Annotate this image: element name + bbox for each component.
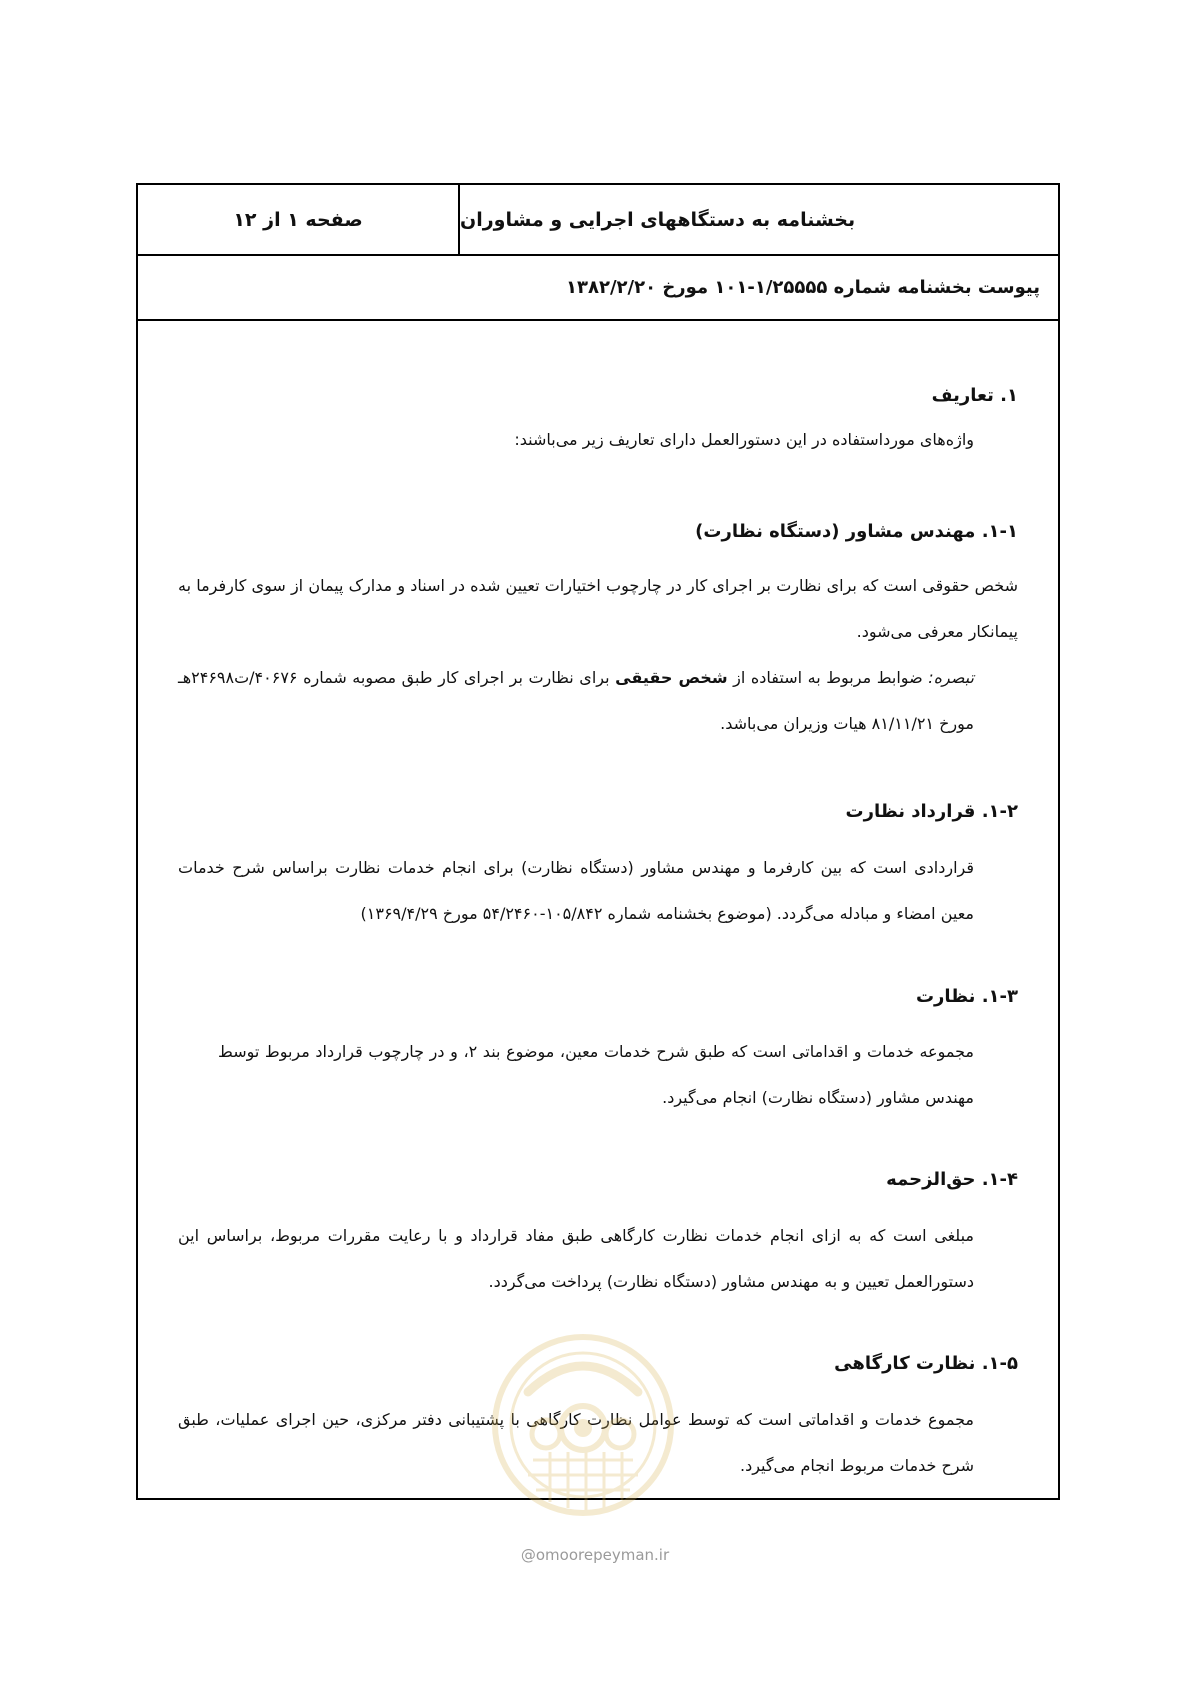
- document-frame: [136, 183, 1060, 1500]
- section-heading: ۱. تعاریف: [931, 385, 1018, 406]
- section-paragraph: مبلغی است که به ازای انجام خدمات نظارت کارگاهی طبق مفاد قرارداد و با رعایت مقررات مربوط، براساس این دستورالعمل تعیین و به مهندس مشاور (دستگاه نظارت) پرداخت می‌گردد.: [178, 1226, 974, 1291]
- page-number-cell: [138, 185, 460, 254]
- note-paragraph: [178, 655, 974, 747]
- watermark-site: @omoorepeyman.ir: [520, 1546, 670, 1564]
- page-number: صفحه ۱ از ۱۲: [233, 208, 363, 231]
- note-text-before: ضوابط مربوط به استفاده از: [727, 668, 929, 687]
- section-paragraph: واژه‌های مورداستفاده در این دستورالعمل دارای تعاریف زیر می‌باشند:: [514, 430, 974, 449]
- attachment-reference: پیوست بخشنامه شماره ۱/۲۵۵۵۵-۱۰۱ مورخ ۱۳۸۲/۲/۲۰: [566, 277, 1041, 298]
- section-paragraph: شخص حقوقی است که برای نظارت بر اجرای کار در چارچوب اختیارات تعیین شده در اسناد و مدارک پیمان از سوی کارفرما به پیمانکار معرفی می‌شود.: [178, 576, 1018, 641]
- section-paragraph: مجموع خدمات و اقداماتی است که توسط عوامل نظارت کارگاهی با پشتیبانی دفتر مرکزی، حین اجرای عملیات، طبق شرح خدمات مربوط انجام می‌گیرد.: [178, 1410, 974, 1475]
- section-paragraph: مجموعه خدمات و اقداماتی است که طبق شرح خدمات معین، موضوع بند ۲، و در چارچوب قرارداد مربوط توسط مهندس مشاور (دستگاه نظارت) انجام می‌گیرد.: [218, 1042, 974, 1107]
- note-text-after: برای نظارت بر اجرای کار طبق مصوبه شماره ۴۰۶۷۶/ت۲۴۶۹۸هـ مورخ ۸۱/۱۱/۲۱ هیات وزیران می‌باشد.: [178, 668, 974, 733]
- watermark-seal-icon: [488, 1330, 678, 1520]
- title-cell: [460, 185, 1058, 254]
- section-heading: ۱-۳. نظارت: [915, 986, 1018, 1007]
- document-title: بخشنامه به دستگاههای اجرایی و مشاوران: [460, 208, 856, 231]
- note-emphasis: شخص حقیقی: [615, 668, 728, 687]
- section-heading: ۱-۴. حق‌الزحمه: [886, 1169, 1018, 1190]
- section-heading: ۱-۵. نظارت کارگاهی: [834, 1353, 1018, 1374]
- attachment-row: [138, 256, 1058, 321]
- document-header: [138, 185, 1058, 256]
- note-label: تبصره:: [928, 668, 974, 687]
- section-heading: ۱-۱. مهندس مشاور (دستگاه نظارت): [695, 521, 1018, 542]
- section-heading: ۱-۲. قرارداد نظارت: [845, 801, 1018, 822]
- section-paragraph: قراردادی است که بین کارفرما و مهندس مشاور (دستگاه نظارت) برای انجام خدمات نظارت براساس شرح خدمات معین امضاء و مبادله می‌گردد. (موضوع بخشنامه شماره ۱۰۵/۸۴۲-۵۴/۲۴۶۰ مورخ ۱۳۶۹/۴/۲۹): [178, 858, 974, 923]
